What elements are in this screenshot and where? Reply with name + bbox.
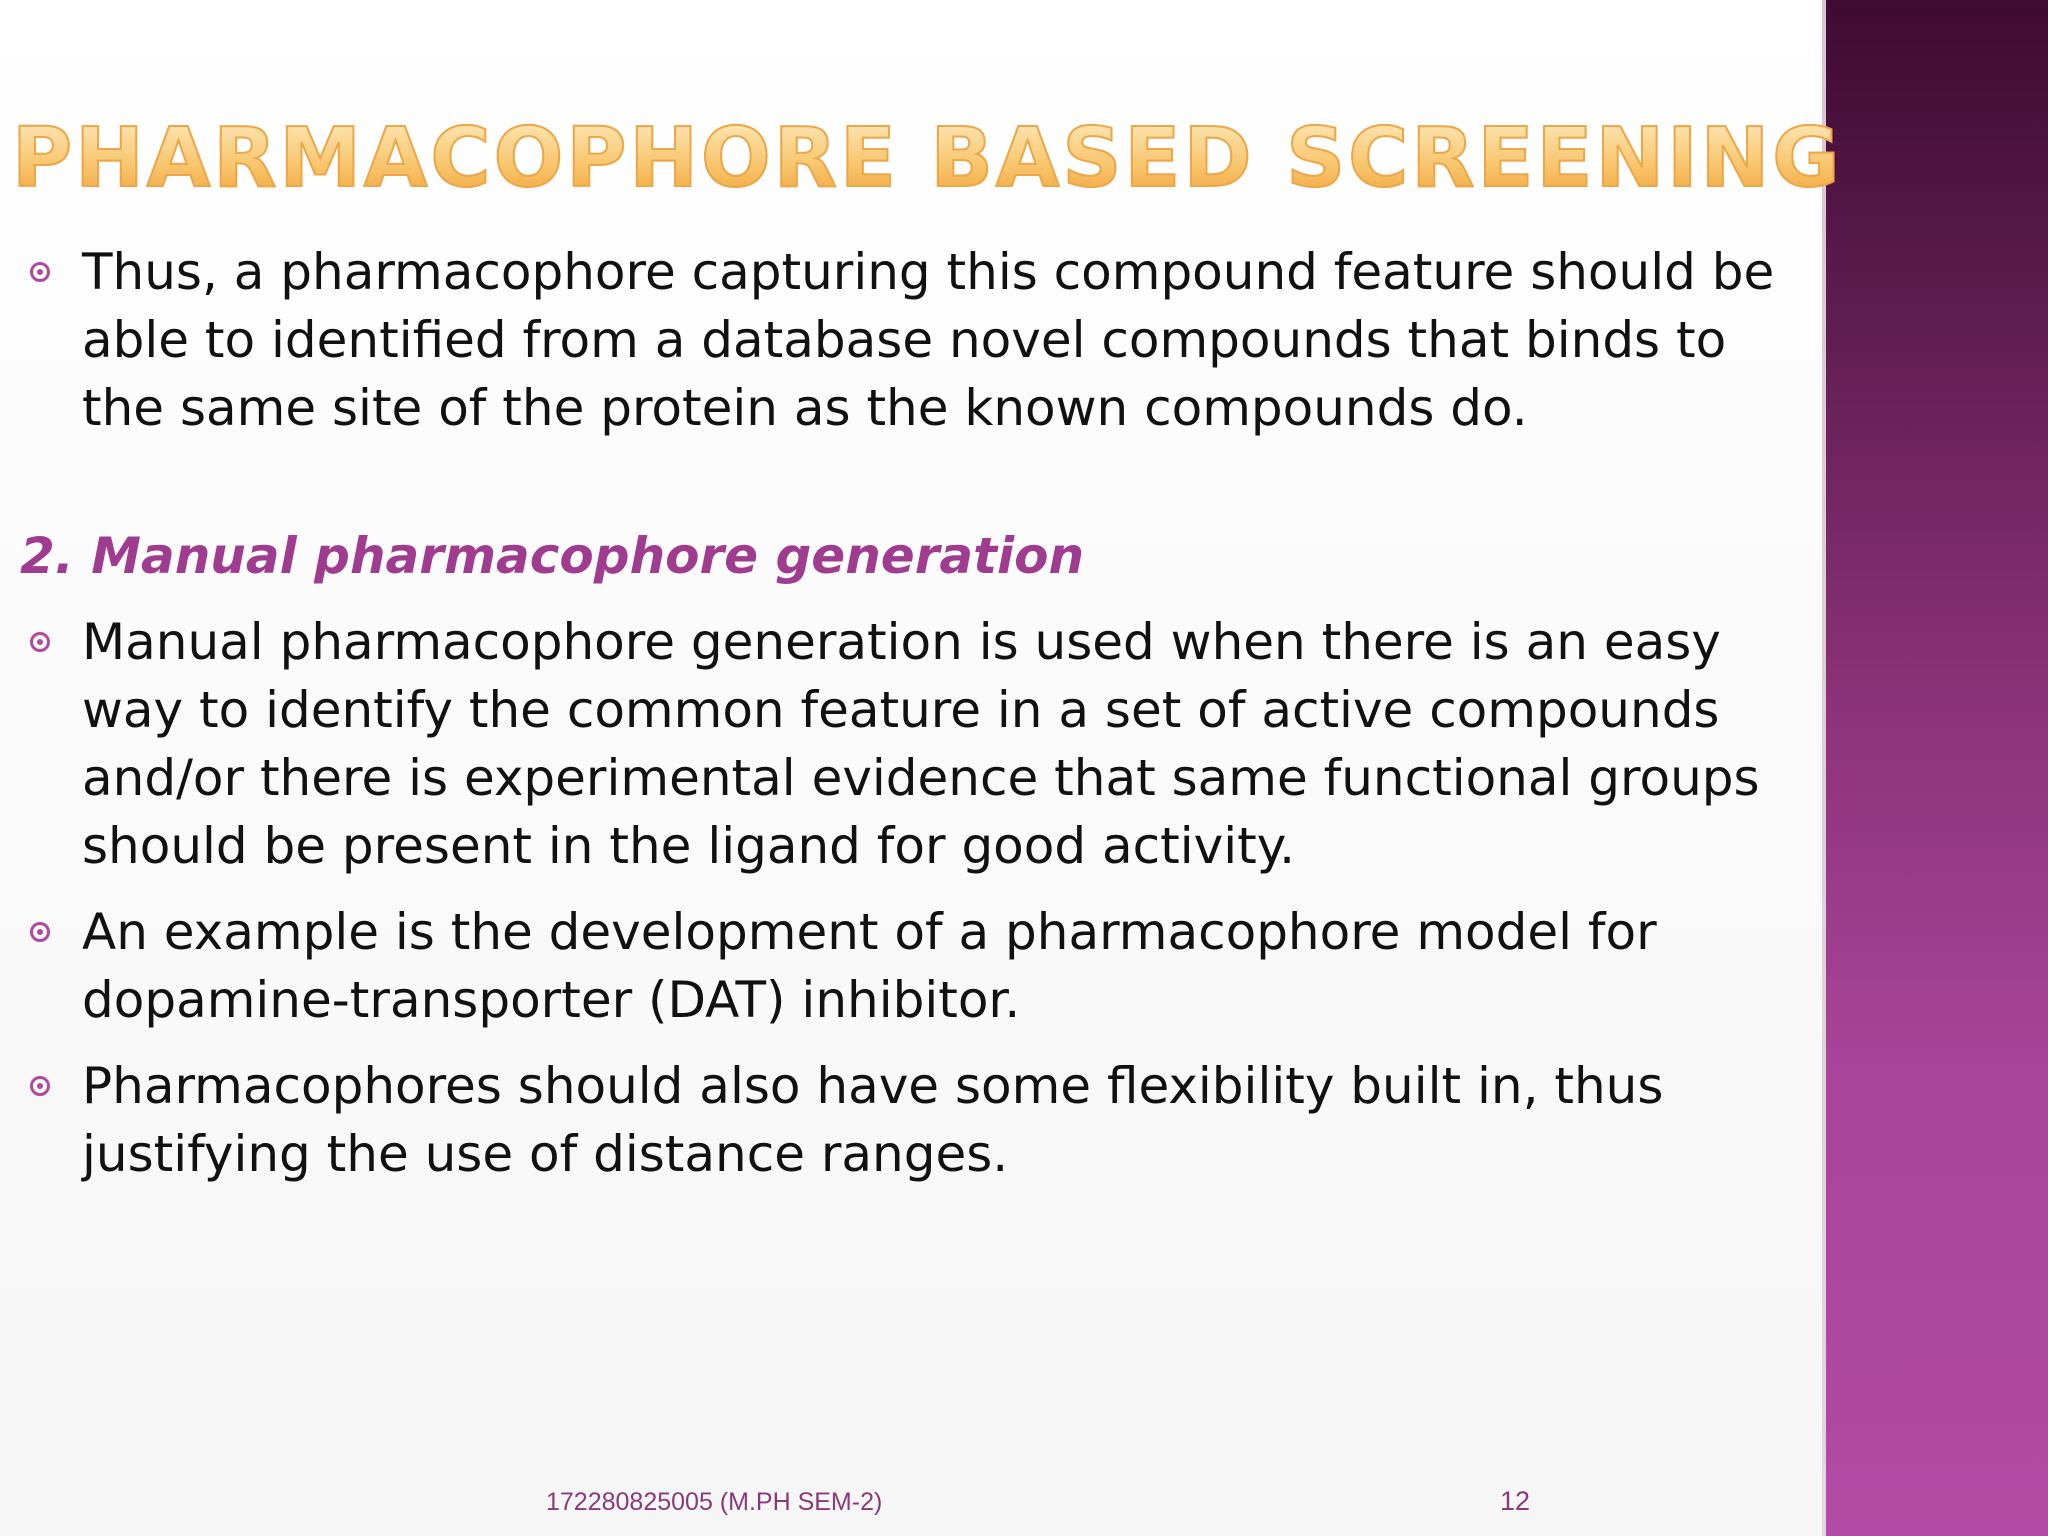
bullet-item [20,898,1820,1034]
slide-title: PHARMACOPHORE BASED SCREENING [12,111,1843,206]
circled-dot-bullet-icon [30,262,50,282]
circled-dot-bullet-icon [30,632,50,652]
bullet-text: Pharmacophores should also have some flexibility built in, thus justifying the use of distance ranges. [82,1057,1664,1183]
bullet-item [20,608,1820,880]
bullet-text: An example is the development of a pharmacophore model for dopamine-transporter (DAT) inhibitor. [82,903,1657,1029]
bullet-text: Manual pharmacophore generation is used when there is an easy way to identify the common feature in a set of active compounds and/or there is experimental evidence that same functional groups should be present in the ligand for good activity. [82,613,1760,875]
section-subheading: 2. Manual pharmacophore generation [20,527,1085,585]
slide-body [20,238,1820,1188]
circled-dot-bullet-icon [30,1076,50,1096]
bullet-item [20,238,1820,442]
bullet-text: Thus, a pharmacophore capturing this compound feature should be able to identified from a database novel compounds that binds to the same site of the protein as the known compounds do. [82,243,1775,437]
bullet-item [20,1052,1820,1188]
page-number: 12 [1500,1486,1531,1516]
circled-dot-bullet-icon [30,922,50,942]
footer-student-id: 172280825005 (M.PH SEM-2) [546,1488,883,1516]
decorative-side-band [1826,0,2048,1536]
